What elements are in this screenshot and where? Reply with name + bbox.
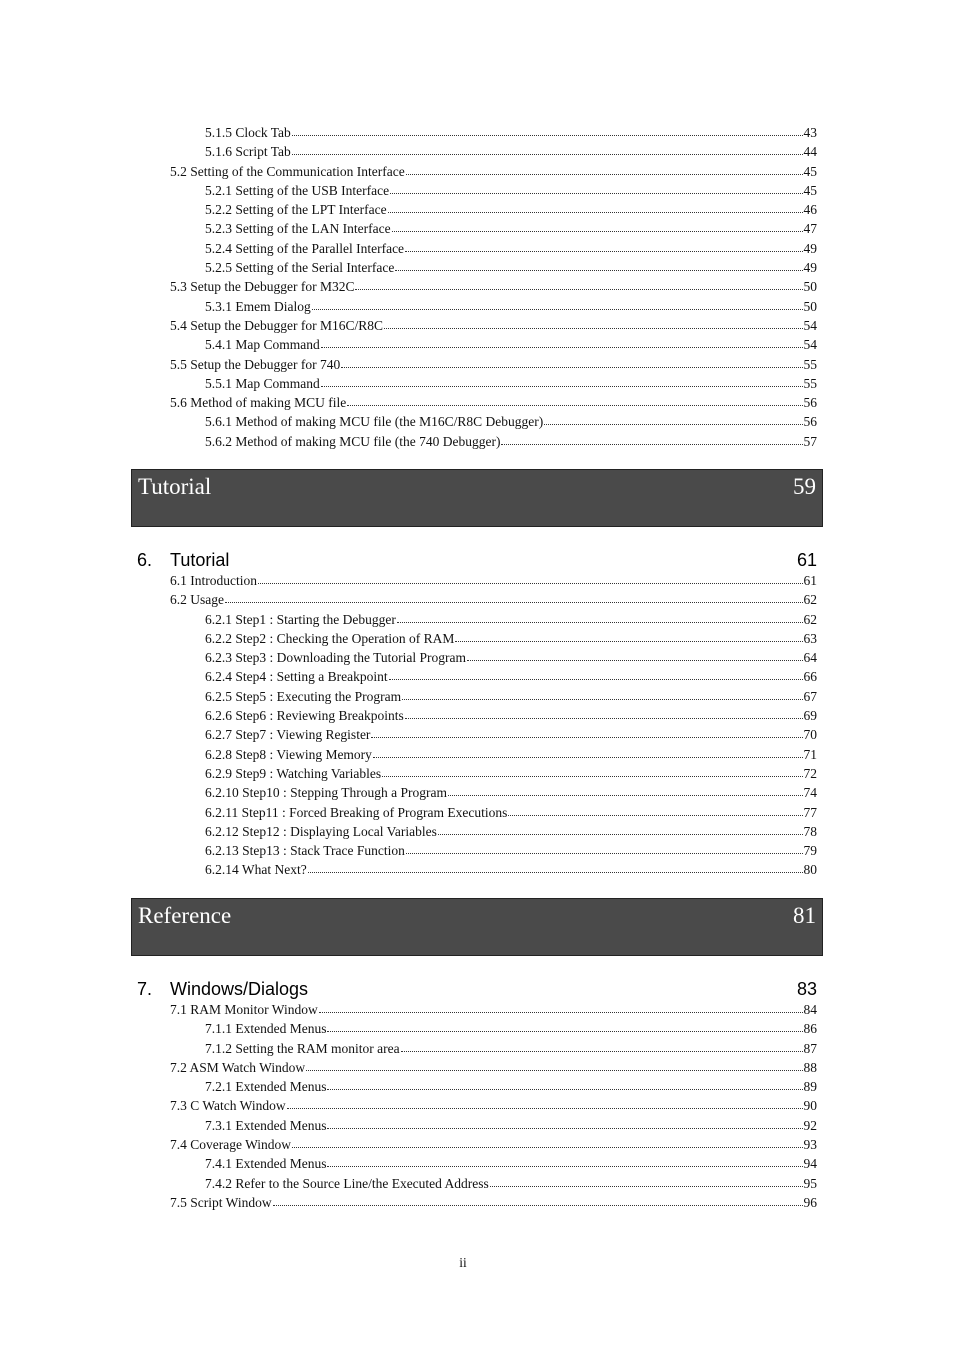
- toc-entry-title: 7.1 RAM Monitor Window: [170, 1002, 318, 1017]
- part-page-number: 59: [793, 474, 816, 499]
- toc-entry-title: 6.2.10 Step10 : Stepping Through a Program: [205, 785, 447, 801]
- toc-entry[interactable]: [170, 860, 817, 879]
- toc-entry[interactable]: [170, 706, 817, 725]
- toc-entry-page: 63: [803, 630, 817, 646]
- toc-entry-page: 87: [803, 1040, 817, 1056]
- toc-entry-title: 5.2.5 Setting of the Serial Interface: [205, 260, 395, 276]
- toc-dot-leader: [397, 611, 803, 623]
- toc-dot-leader: [292, 124, 803, 136]
- toc-entry-page: 66: [803, 669, 817, 685]
- toc-entry-title: 5.2 Setting of the Communication Interface: [170, 163, 405, 179]
- chapter-page-number: 83: [796, 979, 817, 999]
- toc-entry-title: 7.1.1 Extended Menus: [205, 1021, 327, 1037]
- toc-entry[interactable]: [170, 1058, 817, 1077]
- toc-dot-leader: [389, 668, 803, 680]
- toc-entry-title: 6.2.11 Step11 : Forced Breaking of Program Executions: [205, 804, 508, 820]
- toc-entry-title: 5.2.3 Setting of the LAN Interface: [205, 221, 391, 237]
- toc-entry[interactable]: [170, 142, 817, 161]
- toc-entry-page: 96: [803, 1194, 817, 1210]
- toc-dot-leader: [306, 1059, 802, 1071]
- toc-entry[interactable]: [170, 277, 817, 296]
- toc-entry[interactable]: [170, 1000, 817, 1019]
- toc-entry[interactable]: [170, 181, 817, 200]
- toc-entry-page: 57: [803, 433, 817, 449]
- toc-entry[interactable]: [170, 1174, 817, 1193]
- toc-chapter-6-entries: [170, 571, 817, 880]
- toc-dot-leader: [327, 1117, 802, 1129]
- toc-entry-title: 5.3.1 Emem Dialog: [205, 298, 311, 314]
- toc-entry-page: 47: [803, 221, 817, 237]
- page-number: ii: [459, 1255, 467, 1270]
- toc-entry[interactable]: [170, 393, 817, 412]
- toc-dot-leader: [308, 861, 803, 873]
- toc-dot-leader: [401, 1040, 803, 1052]
- toc-entry[interactable]: [170, 123, 817, 142]
- toc-entry-title: 5.2.2 Setting of the LPT Interface: [205, 202, 387, 218]
- toc-dot-leader: [327, 1078, 802, 1090]
- toc-entry-page: 54: [803, 317, 817, 333]
- toc-entry[interactable]: [170, 764, 817, 783]
- toc-entry-title: 6.2.3 Step3 : Downloading the Tutorial Program: [205, 650, 466, 666]
- toc-entry-title: 5.2.4 Setting of the Parallel Interface: [205, 240, 405, 256]
- toc-entry-title: 7.2.1 Extended Menus: [205, 1079, 327, 1095]
- toc-entry-page: 77: [803, 804, 817, 820]
- toc-entry-title: 5.6.1 Method of making MCU file (the M16C/R8C Debugger): [205, 414, 544, 430]
- toc-entry-title: 5.6.2 Method of making MCU file (the 740 Debugger): [205, 433, 501, 449]
- toc-entry-title: 7.3.1 Extended Menus: [205, 1117, 327, 1133]
- toc-dot-leader: [341, 356, 802, 368]
- part-page-number: 81: [793, 903, 816, 928]
- toc-entry-page: 49: [803, 260, 817, 276]
- toc-entry-page: 64: [803, 650, 817, 666]
- toc-entry-page: 86: [803, 1021, 817, 1037]
- toc-dot-leader: [382, 765, 802, 777]
- toc-entry-page: 50: [803, 279, 817, 295]
- toc-entry[interactable]: [170, 725, 817, 744]
- toc-dot-leader: [501, 433, 802, 445]
- toc-entry-title: 6.2.2 Step2 : Checking the Operation of RAM: [205, 630, 455, 646]
- toc-entry-page: 84: [803, 1002, 817, 1017]
- toc-dot-leader: [292, 143, 803, 155]
- part-banner-reference[interactable]: [131, 898, 823, 956]
- toc-dot-leader: [319, 1001, 803, 1013]
- toc-dot-leader: [406, 842, 803, 854]
- toc-entry-title: 6.2.8 Step8 : Viewing Memory: [205, 746, 372, 762]
- toc-entry-page: 55: [803, 375, 817, 391]
- toc-entry-title: 6.2.13 Step13 : Stack Trace Function: [205, 843, 405, 859]
- toc-entry[interactable]: [170, 745, 817, 764]
- toc-entry[interactable]: [170, 316, 817, 335]
- toc-entry-page: 74: [803, 785, 817, 801]
- toc-entry-page: 44: [803, 144, 817, 160]
- chapter-title: Windows/Dialogs: [170, 979, 309, 999]
- chapter-number: 6.: [137, 550, 153, 570]
- toc-dot-leader: [384, 317, 803, 329]
- toc-entry-page: 70: [803, 727, 817, 743]
- toc-dot-leader: [273, 1194, 803, 1206]
- toc-entry[interactable]: [170, 590, 817, 609]
- toc-entry[interactable]: [170, 648, 817, 667]
- toc-entry-title: 5.4.1 Map Command: [205, 337, 320, 353]
- toc-dot-leader: [321, 336, 803, 348]
- toc-entry[interactable]: [170, 1116, 817, 1135]
- toc-dot-leader: [390, 182, 802, 194]
- toc-entry[interactable]: [170, 1154, 817, 1173]
- toc-dot-leader: [321, 375, 803, 387]
- toc-entry[interactable]: [170, 219, 817, 238]
- toc-entry-page: 69: [803, 708, 817, 724]
- toc-entry-title: 5.4 Setup the Debugger for M16C/R8C: [170, 317, 383, 333]
- part-banner-tutorial[interactable]: [131, 469, 823, 527]
- toc-entry-title: 6.2.9 Step9 : Watching Variables: [205, 765, 382, 781]
- toc-entry[interactable]: [170, 355, 817, 374]
- toc-entry-page: 45: [803, 182, 817, 198]
- toc-entry[interactable]: [170, 629, 817, 648]
- toc-entry[interactable]: [170, 1039, 817, 1058]
- toc-entry-page: 62: [803, 592, 817, 608]
- toc-entry-page: 89: [803, 1079, 817, 1095]
- toc-dot-leader: [448, 784, 803, 796]
- toc-entry-page: 67: [803, 688, 817, 704]
- toc-entry-title: 5.1.5 Clock Tab: [205, 125, 291, 140]
- toc-dot-leader: [455, 630, 802, 642]
- toc-entry-title: 6.2.4 Step4 : Setting a Breakpoint: [205, 669, 388, 685]
- toc-entry-title: 5.2.1 Setting of the USB Interface: [205, 182, 390, 198]
- toc-entry[interactable]: [170, 1077, 817, 1096]
- toc-entry[interactable]: [170, 239, 817, 258]
- toc-entry[interactable]: [170, 822, 817, 841]
- toc-entry[interactable]: [170, 258, 817, 277]
- toc-entry-title: 6.2 Usage: [170, 592, 224, 608]
- toc-entry[interactable]: [170, 335, 817, 354]
- toc-entry-page: 54: [803, 337, 817, 353]
- toc-entry-page: 90: [803, 1098, 817, 1114]
- toc-entry-page: 80: [803, 862, 817, 878]
- toc-chapter-7-entries: [170, 1000, 817, 1212]
- toc-entry[interactable]: [170, 841, 817, 860]
- toc-dot-leader: [371, 726, 802, 738]
- part-title: Reference: [138, 903, 232, 928]
- toc-dot-leader: [406, 163, 803, 175]
- toc-entry-title: 6.2.5 Step5 : Executing the Program: [205, 688, 402, 704]
- toc-entry[interactable]: [170, 200, 817, 219]
- toc-entry[interactable]: [170, 610, 817, 629]
- toc-entry-title: 6.2.7 Step7 : Viewing Register: [205, 727, 371, 743]
- toc-dot-leader: [438, 823, 803, 835]
- toc-entry-title: 6.2.1 Step1 : Starting the Debugger: [205, 611, 396, 627]
- toc-entry-page: 49: [803, 240, 817, 256]
- toc-entry[interactable]: [170, 687, 817, 706]
- toc-entry-title: 6.2.12 Step12 : Displaying Local Variables: [205, 823, 437, 839]
- toc-entry[interactable]: [170, 783, 817, 802]
- toc-entry[interactable]: [170, 803, 817, 822]
- toc-entry[interactable]: [170, 1019, 817, 1038]
- toc-entry-page: 92: [803, 1117, 817, 1133]
- toc-entry-title: 5.3 Setup the Debugger for M32C: [170, 279, 355, 295]
- toc-dot-leader: [258, 572, 803, 584]
- toc-entry-title: 7.4.2 Refer to the Source Line/the Executed Address: [205, 1175, 489, 1191]
- toc-dot-leader: [327, 1020, 802, 1032]
- toc-entry-page: 56: [803, 414, 817, 430]
- toc-entry-page: 43: [803, 125, 817, 140]
- toc-entry-title: 5.1.6 Script Tab: [205, 144, 291, 160]
- toc-entry-page: 93: [803, 1137, 817, 1153]
- toc-dot-leader: [508, 804, 802, 816]
- toc-entry-page: 45: [803, 163, 817, 179]
- toc-entry-title: 6.2.6 Step6 : Reviewing Breakpoints: [205, 708, 404, 724]
- toc-entry-title: 5.6 Method of making MCU file: [170, 395, 347, 411]
- toc-section-5-entries: [170, 123, 817, 451]
- toc-entry[interactable]: [170, 162, 817, 181]
- toc-entry-page: 55: [803, 356, 817, 372]
- part-title: Tutorial: [138, 474, 212, 499]
- toc-entry-title: 7.3 C Watch Window: [170, 1098, 286, 1114]
- toc-entry-page: 62: [803, 611, 817, 627]
- toc-entry-page: 71: [803, 746, 817, 762]
- toc-entry-title: 7.5 Script Window: [170, 1194, 272, 1210]
- toc-dot-leader: [392, 220, 803, 232]
- toc-entry-page: 95: [803, 1175, 817, 1191]
- toc-entry[interactable]: [170, 571, 817, 590]
- toc-entry-page: 79: [803, 843, 817, 859]
- toc-entry[interactable]: [170, 667, 817, 686]
- toc-entry-title: 7.2 ASM Watch Window: [170, 1059, 306, 1075]
- toc-entry[interactable]: [170, 1096, 817, 1115]
- toc-dot-leader: [292, 1136, 802, 1148]
- toc-entry-title: 5.5.1 Map Command: [205, 375, 320, 391]
- toc-dot-leader: [467, 649, 803, 661]
- toc-dot-leader: [355, 278, 802, 290]
- toc-dot-leader: [388, 201, 803, 213]
- toc-dot-leader: [405, 240, 802, 252]
- toc-dot-leader: [327, 1155, 802, 1167]
- toc-dot-leader: [490, 1175, 803, 1187]
- toc-entry-page: 56: [803, 395, 817, 411]
- toc-entry[interactable]: [170, 1193, 817, 1212]
- toc-dot-leader: [287, 1097, 803, 1109]
- toc-entry-page: 72: [803, 765, 817, 781]
- toc-dot-leader: [402, 688, 802, 700]
- toc-entry-page: 61: [803, 573, 817, 588]
- toc-entry[interactable]: [170, 432, 817, 451]
- toc-entry-page: 88: [803, 1059, 817, 1075]
- toc-entry[interactable]: [170, 1135, 817, 1154]
- toc-entry[interactable]: [170, 297, 817, 316]
- toc-entry[interactable]: [170, 374, 817, 393]
- toc-entry-title: 7.4.1 Extended Menus: [205, 1156, 327, 1172]
- toc-dot-leader: [347, 394, 802, 406]
- toc-entry-title: 7.1.2 Setting the RAM monitor area: [205, 1040, 400, 1056]
- toc-entry-page: 78: [803, 823, 817, 839]
- toc-dot-leader: [395, 259, 802, 271]
- toc-entry-title: 6.1 Introduction: [170, 573, 257, 588]
- toc-entry-title: 6.2.14 What Next?: [205, 862, 307, 878]
- chapter-page-number: 61: [796, 550, 817, 570]
- toc-entry-title: 7.4 Coverage Window: [170, 1137, 292, 1153]
- toc-dot-leader: [225, 591, 803, 603]
- toc-dot-leader: [405, 707, 803, 719]
- toc-entry-title: 5.5 Setup the Debugger for 740: [170, 356, 341, 372]
- toc-dot-leader: [312, 298, 803, 310]
- toc-entry-page: 46: [803, 202, 817, 218]
- toc-entry-page: 50: [803, 298, 817, 314]
- toc-dot-leader: [373, 746, 803, 758]
- chapter-title: Tutorial: [170, 550, 230, 570]
- chapter-number: 7.: [137, 979, 153, 999]
- toc-dot-leader: [544, 413, 802, 425]
- toc-entry-page: 94: [803, 1156, 817, 1172]
- toc-entry[interactable]: [170, 412, 817, 431]
